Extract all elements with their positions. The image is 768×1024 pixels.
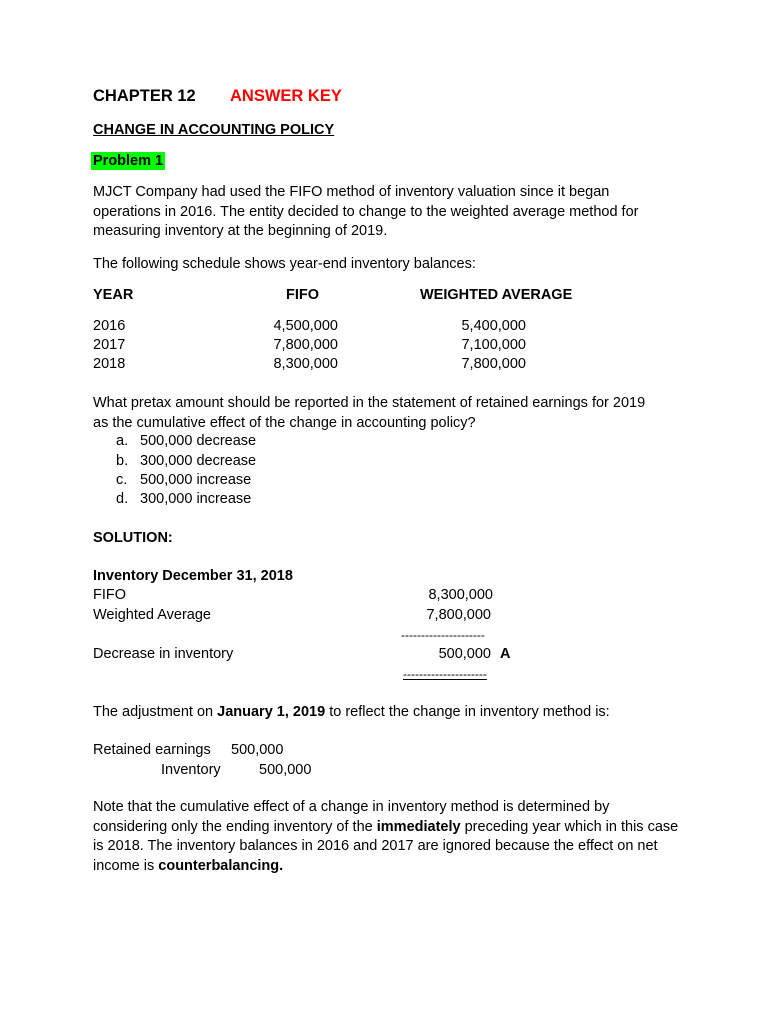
entry-credit-label: Inventory [161, 762, 221, 778]
solution-heading: SOLUTION: [93, 530, 173, 546]
decrease-value: 500,000 [438, 646, 491, 662]
fifo-label: FIFO [93, 587, 127, 603]
choice-text: 300,000 decrease [140, 453, 257, 469]
table-cell-weighted-average: 7,100,000 [461, 337, 526, 353]
choice-letter: c. [116, 472, 128, 488]
note-paragraph: Note that the cumulative effect of a change in inventory method is determined by considering only the ending inventory of the immediately preceding year which in this case is 2018. The inventory balances in 2016 and 2017 are ignored because the effect on net income is counterbalancing. [93, 799, 679, 874]
adjustment-sentence: The adjustment on January 1, 2019 to reflect the change in inventory method is: [93, 704, 610, 720]
table-cell-fifo: 4,500,000 [273, 318, 338, 334]
weighted-average-label: Weighted Average [93, 607, 211, 623]
table-header-year: YEAR [93, 287, 134, 303]
fifo-value: 8,300,000 [428, 587, 493, 603]
answer-letter: A [500, 646, 511, 662]
table-header-fifo: FIFO [286, 287, 320, 303]
choice-text: 500,000 increase [140, 472, 252, 488]
entry-debit-label: Retained earnings [93, 742, 211, 758]
table-cell-weighted-average: 5,400,000 [461, 318, 526, 334]
weighted-average-value: 7,800,000 [426, 607, 491, 623]
choice-letter: d. [116, 491, 129, 507]
problem-intro: MJCT Company had used the FIFO method of inventory valuation since it began operations in 2016. The entity decided to change to the weighted average method for measuring inventory at the beginning of 2019. [93, 184, 639, 239]
schedule-intro: The following schedule shows year-end inventory balances: [93, 256, 476, 272]
answer-key-title: ANSWER KEY [230, 87, 342, 105]
problem-label: Problem 1 [93, 153, 164, 169]
table-cell-year: 2017 [93, 337, 126, 353]
table-cell-weighted-average: 7,800,000 [461, 356, 526, 372]
decrease-label: Decrease in inventory [93, 646, 234, 662]
table-cell-fifo: 8,300,000 [273, 356, 338, 372]
entry-credit-value: 500,000 [259, 762, 312, 778]
entry-debit-value: 500,000 [231, 742, 284, 758]
table-cell-year: 2016 [93, 318, 126, 334]
choice-text: 500,000 decrease [140, 433, 257, 449]
choice-letter: b. [116, 453, 129, 469]
choice-text: 300,000 increase [140, 491, 252, 507]
topic-heading: CHANGE IN ACCOUNTING POLICY [93, 122, 335, 138]
table-cell-year: 2018 [93, 356, 126, 372]
choice-letter: a. [116, 433, 129, 449]
subtotal-rule: --------------------- [401, 628, 485, 642]
total-rule: --------------------- [403, 667, 487, 681]
question-text: What pretax amount should be reported in the statement of retained earnings for 2019 as the cumulative effect of the change in accounting policy? [93, 395, 646, 431]
table-cell-fifo: 7,800,000 [273, 337, 338, 353]
table-header-weighted-average: WEIGHTED AVERAGE [420, 287, 573, 303]
chapter-title: CHAPTER 12 [93, 87, 196, 105]
inventory-heading: Inventory December 31, 2018 [93, 568, 293, 584]
